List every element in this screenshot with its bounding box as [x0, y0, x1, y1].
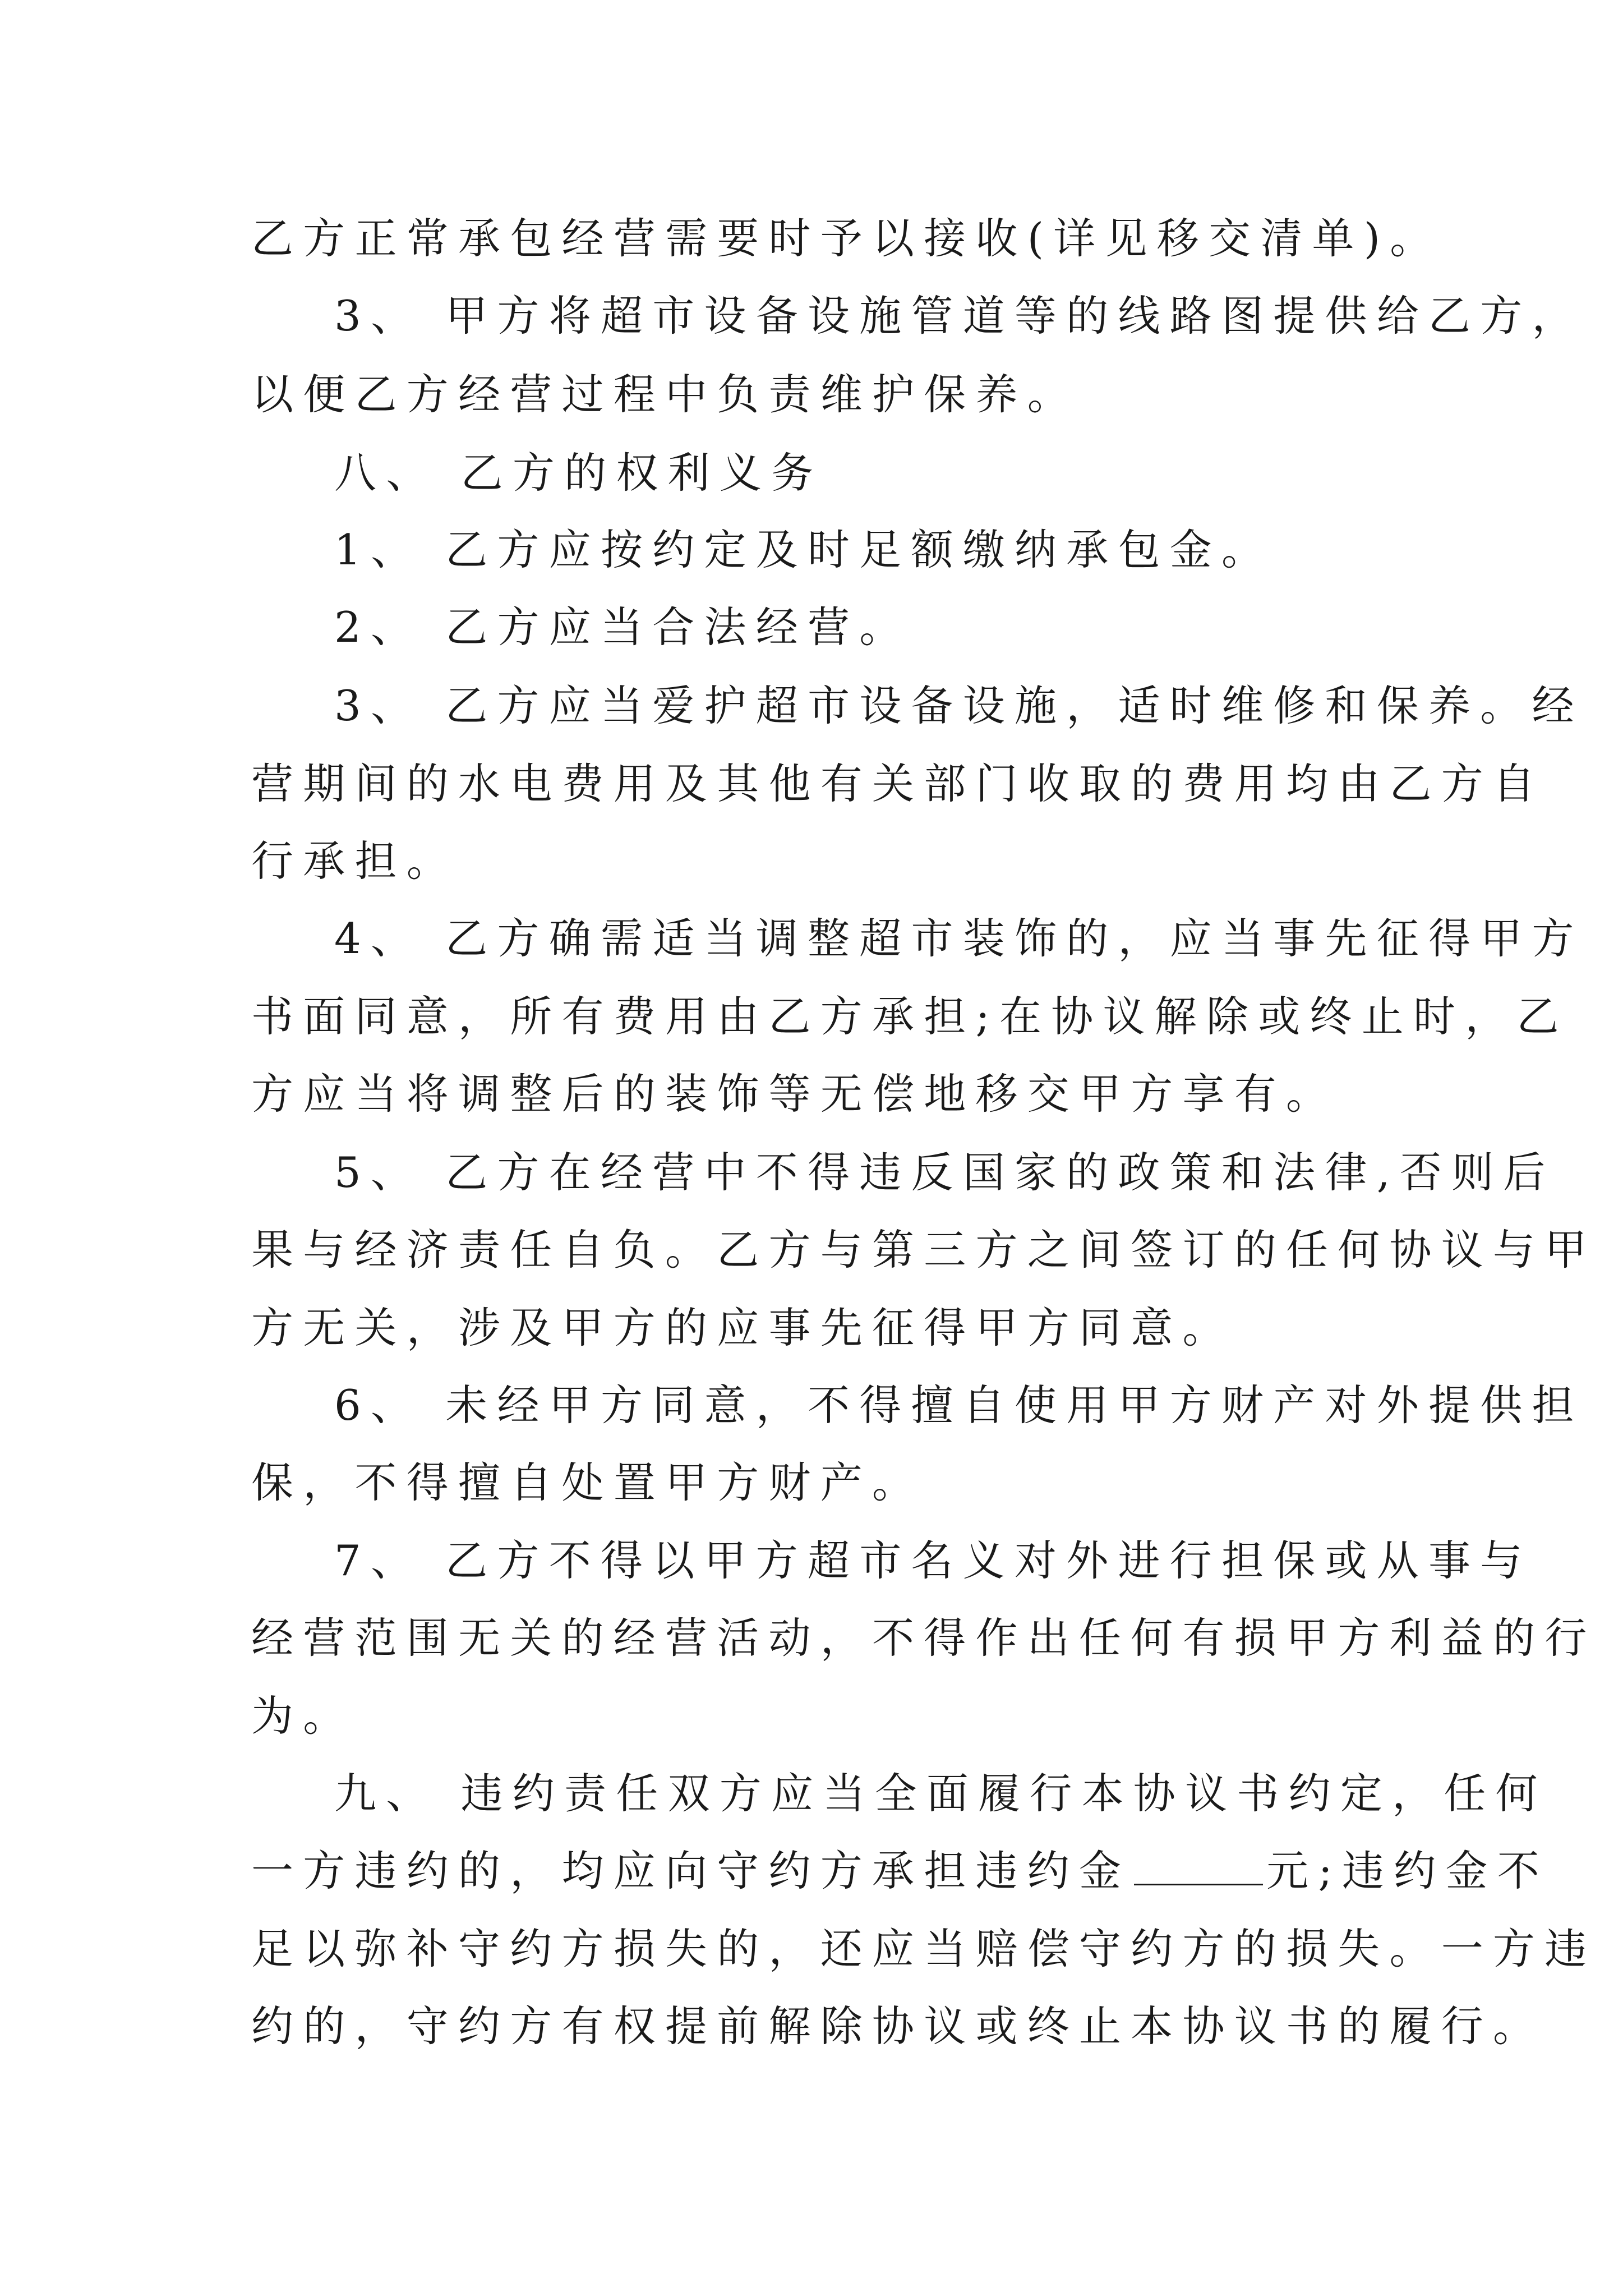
- paragraph-line: 营期间的水电费用及其他有关部门收取的费用均由乙方自: [251, 759, 1545, 808]
- paragraph-line: 行承担。: [251, 836, 459, 886]
- paragraph-line-with-blank: [251, 1840, 1550, 1902]
- paragraph-line: 2、 乙方应当合法经营。: [334, 602, 911, 652]
- paragraph-line: 经营范围无关的经营活动，不得作出任何有损甲方利益的行: [251, 1613, 1597, 1663]
- paragraph-line: 九、 违约责任双方应当全面履行本协议书约定，任何: [334, 1769, 1547, 1818]
- text-after-blank: 元;违约金不: [1266, 1846, 1550, 1895]
- paragraph-line: 3、 甲方将超市设备设施管道等的线路图提供给乙方，: [334, 291, 1584, 341]
- paragraph-line: 果与经济责任自负。乙方与第三方之间签订的任何协议与甲: [251, 1225, 1597, 1274]
- paragraph-line: 以便乙方经营过程中负责维护保养。: [251, 370, 1080, 419]
- paragraph-line: 约的，守约方有权提前解除协议或终止本协议书的履行。: [251, 2001, 1545, 2051]
- paragraph-line: 乙方正常承包经营需要时予以接收(详见移交清单)。: [251, 214, 1442, 263]
- paragraph-line: 1、 乙方应按约定及时足额缴纳承包金。: [334, 525, 1274, 574]
- paragraph-line: 书面同意，所有费用由乙方承担;在协议解除或终止时，乙: [251, 992, 1569, 1041]
- paragraph-line: 5、 乙方在经营中不得违反国家的政策和法律,否则后: [334, 1148, 1555, 1197]
- paragraph-line: 7、 乙方不得以甲方超市名义对外进行担保或从事与: [334, 1536, 1532, 1585]
- paragraph-line: 6、 未经甲方同意，不得擅自使用甲方财产对外提供担: [334, 1381, 1584, 1430]
- paragraph-line: 方无关，涉及甲方的应事先征得甲方同意。: [251, 1303, 1234, 1352]
- paragraph-line: 保，不得擅自处置甲方财产。: [251, 1458, 924, 1507]
- paragraph-line: 3、 乙方应当爱护超市设备设施，适时维修和保养。经: [334, 681, 1584, 730]
- section-heading: 八、 乙方的权利义务: [334, 448, 823, 498]
- paragraph-line: 为。: [251, 1691, 355, 1741]
- fill-in-blank: [1134, 1842, 1263, 1885]
- text-before-blank: 一方违约的，均应向守约方承担违约金: [251, 1846, 1131, 1895]
- paragraph-line: 足以弥补守约方损失的，还应当赔偿守约方的损失。一方违: [251, 1924, 1597, 1973]
- paragraph-line: 方应当将调整后的装饰等无偿地移交甲方享有。: [251, 1069, 1338, 1119]
- paragraph-line: 4、 乙方确需适当调整超市装饰的，应当事先征得甲方: [334, 914, 1584, 963]
